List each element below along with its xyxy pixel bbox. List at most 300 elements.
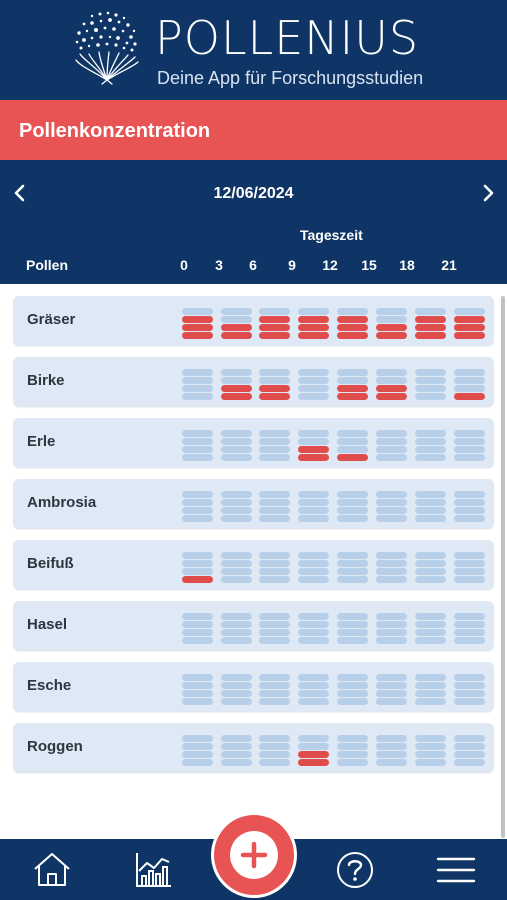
level-bar [259,690,290,697]
level-bar [182,568,213,575]
help-tab-button[interactable] [332,847,378,893]
app-header [0,0,507,100]
level-bar [454,637,485,644]
level-bar [337,621,368,628]
level-bar [337,613,368,620]
level-bar [259,751,290,758]
level-bar [337,576,368,583]
scrollbar[interactable] [501,296,505,838]
level-bar [337,735,368,742]
level-bar [221,430,252,437]
level-bar [337,759,368,766]
level-bar [415,515,446,522]
chart-icon [131,847,177,893]
level-bar [221,316,252,323]
time-of-day-header: Tageszeit [300,227,363,243]
help-icon [332,847,378,893]
level-bar [415,393,446,400]
level-bar [376,759,407,766]
level-bar [454,515,485,522]
level-bar [337,393,368,400]
level-bar [221,393,252,400]
level-bar [454,682,485,689]
level-bar [337,430,368,437]
level-bar [182,316,213,323]
level-bar [337,751,368,758]
level-bar [337,637,368,644]
level-bar [298,393,329,400]
level-bar [376,568,407,575]
menu-icon [433,847,479,893]
level-bar [221,629,252,636]
level-bar [298,324,329,331]
level-bar [182,308,213,315]
pollen-name: Ambrosia [27,494,97,511]
level-bar [221,377,252,384]
level-bar [376,491,407,498]
level-bar [454,369,485,376]
level-bar [337,454,368,461]
level-bar [376,552,407,559]
level-bar [415,629,446,636]
level-bar [221,743,252,750]
level-bar [221,759,252,766]
level-bar [221,332,252,339]
pollen-row[interactable] [13,296,494,346]
level-bar [415,430,446,437]
pollen-name: Gräser [27,311,76,328]
level-bar [415,446,446,453]
level-bar [337,629,368,636]
level-bar [259,621,290,628]
level-bar [454,499,485,506]
level-bar [298,751,329,758]
level-bar [454,385,485,392]
level-bar [221,385,252,392]
level-bar [221,324,252,331]
level-bar [337,743,368,750]
level-bar [182,499,213,506]
app-title: POLLENIUS [155,11,420,65]
level-bar [221,621,252,628]
level-bar [337,515,368,522]
level-bar [182,751,213,758]
level-bar [259,552,290,559]
level-bar [454,560,485,567]
level-bar [376,377,407,384]
level-bar [298,332,329,339]
level-bar [415,751,446,758]
date-navigation [0,160,507,284]
level-bar [454,743,485,750]
statistics-tab-button[interactable] [131,847,177,893]
level-bar [298,515,329,522]
level-bar [376,393,407,400]
level-bar [259,507,290,514]
level-bar [337,682,368,689]
level-bar [376,507,407,514]
pollen-row[interactable] [13,601,494,651]
level-bar [415,491,446,498]
level-bar [337,324,368,331]
level-bar [182,507,213,514]
level-bar [182,377,213,384]
level-bar [221,552,252,559]
level-bar [298,446,329,453]
level-bar [454,438,485,445]
level-bar [259,674,290,681]
level-bar [221,698,252,705]
level-bar [415,560,446,567]
level-bar [221,454,252,461]
level-bar [298,690,329,697]
level-bar [298,698,329,705]
level-bar [415,507,446,514]
level-bar [298,629,329,636]
level-bar [221,568,252,575]
level-bar [182,446,213,453]
level-bar [376,324,407,331]
level-bar [415,568,446,575]
pollen-row[interactable] [13,662,494,712]
level-bar [415,735,446,742]
level-bar [298,743,329,750]
level-bar [415,369,446,376]
level-bar [182,324,213,331]
level-bar [376,751,407,758]
level-bar [182,613,213,620]
level-bar [182,759,213,766]
level-bar [337,446,368,453]
level-bar [376,369,407,376]
level-bar [259,438,290,445]
level-bar [298,499,329,506]
level-bar [298,568,329,575]
level-bar [454,324,485,331]
level-bar [182,393,213,400]
level-bar [259,629,290,636]
level-bar [298,438,329,445]
level-bar [415,621,446,628]
hour-label: 15 [361,257,377,273]
level-bar [259,454,290,461]
level-bar [182,690,213,697]
level-bar [415,308,446,315]
level-bar [337,385,368,392]
level-bar [454,751,485,758]
level-bar [221,613,252,620]
level-bar [259,430,290,437]
level-bar [337,698,368,705]
pollen-column-header: Pollen [26,257,69,273]
level-bar [298,454,329,461]
level-bar [454,308,485,315]
level-bar [182,332,213,339]
level-bar [376,454,407,461]
level-bar [415,698,446,705]
level-bar [182,735,213,742]
level-bar [182,369,213,376]
level-bar [454,454,485,461]
level-bar [415,385,446,392]
level-bar [298,308,329,315]
level-bar [337,499,368,506]
level-bar [182,637,213,644]
level-bar [298,507,329,514]
level-bar [454,491,485,498]
pollen-list[interactable] [0,284,507,839]
level-bar [376,499,407,506]
pollen-row[interactable] [13,418,494,468]
level-bar [259,316,290,323]
hour-label: 12 [322,257,338,273]
level-bar [415,576,446,583]
add-entry-button[interactable] [211,812,297,898]
level-bar [298,316,329,323]
level-bar [415,332,446,339]
level-bar [221,690,252,697]
section-bar [0,100,507,160]
level-bar [221,560,252,567]
level-bar [298,621,329,628]
level-bar [376,308,407,315]
plus-icon [214,815,294,895]
menu-tab-button[interactable] [433,847,479,893]
level-bar [454,568,485,575]
level-bar [298,637,329,644]
level-bar [259,332,290,339]
level-bar [298,491,329,498]
level-bar [337,308,368,315]
level-bar [259,308,290,315]
level-bar [221,438,252,445]
pollen-name: Roggen [27,738,83,755]
level-bar [259,576,290,583]
level-bar [415,743,446,750]
level-bar [337,491,368,498]
level-bar [454,316,485,323]
level-bar [376,438,407,445]
level-bar [298,682,329,689]
level-bar [454,576,485,583]
level-bar [182,560,213,567]
level-bar [259,324,290,331]
pollen-name: Birke [27,372,65,389]
level-bar [259,369,290,376]
hour-label: 0 [180,257,188,273]
level-bar [182,438,213,445]
level-bar [182,454,213,461]
level-bar [415,316,446,323]
level-bar [454,507,485,514]
level-bar [221,674,252,681]
pollen-row[interactable] [13,540,494,590]
level-bar [182,621,213,628]
pollen-row[interactable] [13,357,494,407]
pollen-name: Esche [27,677,72,694]
level-bar [298,560,329,567]
level-bar [259,682,290,689]
level-bar [298,613,329,620]
level-bar [454,332,485,339]
level-bar [415,674,446,681]
level-bar [337,316,368,323]
level-bar [454,430,485,437]
level-bar [298,576,329,583]
level-bar [376,682,407,689]
level-bar [182,491,213,498]
level-bar [259,698,290,705]
level-bar [221,735,252,742]
level-bar [454,735,485,742]
level-bar [376,560,407,567]
level-bar [221,507,252,514]
level-bar [415,454,446,461]
pollen-name: Erle [27,433,56,450]
dandelion-logo-icon [72,10,142,86]
level-bar [337,377,368,384]
level-bar [259,385,290,392]
level-bar [454,552,485,559]
level-bar [337,552,368,559]
level-bar [337,674,368,681]
level-bar [415,438,446,445]
current-date: 12/06/2024 [213,185,294,202]
level-bar [221,369,252,376]
level-bar [221,308,252,315]
level-bar [259,759,290,766]
hour-label: 18 [399,257,415,273]
level-bar [415,613,446,620]
level-bar [259,735,290,742]
pollen-row[interactable] [13,479,494,529]
level-bar [376,621,407,628]
level-bar [376,674,407,681]
level-bar [376,613,407,620]
level-bar [182,698,213,705]
level-bar [376,515,407,522]
level-bar [376,332,407,339]
level-bar [415,324,446,331]
level-bar [454,446,485,453]
level-bar [259,568,290,575]
level-bar [182,515,213,522]
chevron-right-icon [473,178,503,208]
level-bar [221,751,252,758]
level-bar [337,690,368,697]
level-bar [454,690,485,697]
level-bar [337,560,368,567]
level-bar [376,385,407,392]
level-bar [415,682,446,689]
level-bar [337,507,368,514]
level-bar [454,393,485,400]
level-bar [298,385,329,392]
level-bar [454,621,485,628]
level-bar [221,682,252,689]
level-bar [259,377,290,384]
level-bar [182,629,213,636]
level-bar [376,446,407,453]
level-bar [259,446,290,453]
level-bar [454,629,485,636]
level-bar [298,759,329,766]
level-bar [182,385,213,392]
level-bar [376,576,407,583]
level-bar [259,499,290,506]
app-subtitle: Deine App für Forschungsstudien [157,68,424,88]
level-bar [259,613,290,620]
home-tab-button[interactable] [29,847,75,893]
level-bar [182,576,213,583]
level-bar [415,690,446,697]
level-bar [298,377,329,384]
level-bar [298,552,329,559]
level-bar [182,674,213,681]
level-bar [221,515,252,522]
level-bar [454,674,485,681]
level-bar [182,682,213,689]
level-bar [221,446,252,453]
level-bar [454,377,485,384]
level-bar [182,552,213,559]
next-day-button[interactable] [473,178,503,208]
level-bar [415,637,446,644]
level-bar [259,515,290,522]
home-icon [29,847,75,893]
level-bar [259,393,290,400]
level-bar [182,743,213,750]
level-bar [376,629,407,636]
level-bar [376,690,407,697]
level-bar [415,377,446,384]
hour-label: 21 [441,257,457,273]
level-bar [337,369,368,376]
level-bar [221,637,252,644]
level-bar [415,759,446,766]
level-bar [298,735,329,742]
pollen-name: Beifuß [27,555,74,572]
level-bar [259,491,290,498]
hour-label: 9 [288,257,296,273]
level-bar [454,698,485,705]
level-bar [376,698,407,705]
level-bar [337,438,368,445]
section-title: Pollenkonzentration [19,120,211,142]
level-bar [376,735,407,742]
level-bar [221,576,252,583]
level-bar [298,430,329,437]
level-bar [454,759,485,766]
level-bar [221,499,252,506]
level-bar [298,674,329,681]
level-bar [454,613,485,620]
level-bar [376,316,407,323]
level-bar [182,430,213,437]
level-bar [415,499,446,506]
level-bar [259,637,290,644]
level-bar [415,552,446,559]
level-bar [259,743,290,750]
level-bar [298,369,329,376]
level-bar [259,560,290,567]
level-bar [221,491,252,498]
pollen-row[interactable] [13,723,494,773]
level-bar [376,430,407,437]
level-bar [337,568,368,575]
level-bar [337,332,368,339]
hour-label: 3 [215,257,223,273]
